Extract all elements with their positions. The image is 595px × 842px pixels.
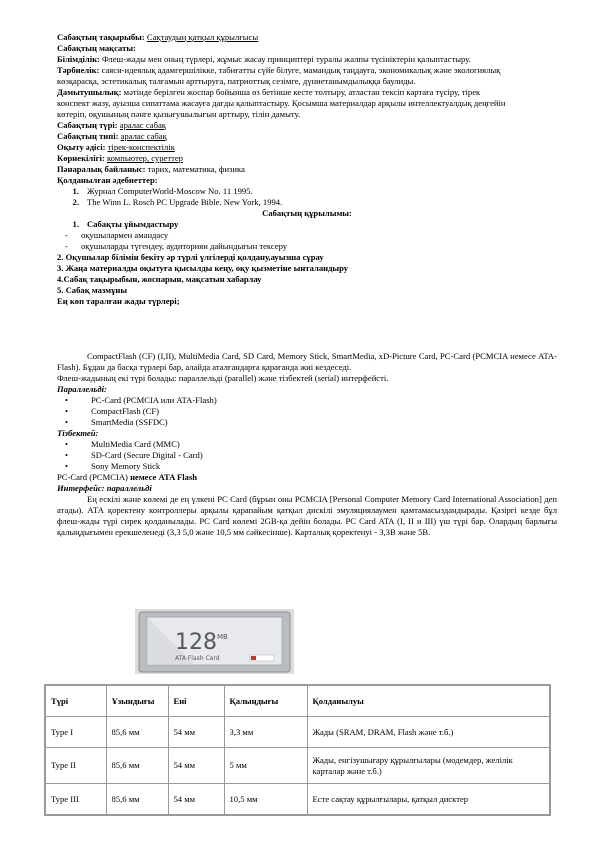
structure-step-4: 4.Сабақ тақырыбын, жоспарын, мақсатын хабарлау (57, 274, 262, 284)
inter-label: Пәнаралық байланыс: (57, 164, 146, 174)
table-header-cell: Ені (168, 685, 224, 717)
visual-value: компьютер, суреттер (106, 153, 183, 163)
table-cell: 10,5 мм (224, 784, 307, 816)
edu-aim-line (57, 54, 557, 65)
topic-label: Сабақтың тақырыбы: (57, 32, 145, 42)
dev-aim-label: Дамытушылық: (57, 87, 122, 97)
table-cell: 3,3 мм (224, 717, 307, 748)
table-header-cell: Ұзындығы (106, 685, 168, 717)
dev-aim-text-3: көтеріп, оқушының пәнге қызығушылығын арттыру, тілін дамыту. (57, 109, 301, 119)
literature-item: 1. Журнал ComputerWorld-Moscow No. 11 1995. (72, 186, 253, 196)
table-row (45, 784, 550, 816)
table-header-cell: Қалыңдығы (224, 685, 307, 717)
type-value: аралас сабақ (119, 120, 166, 130)
interface-label: Интерфейс: параллельді (57, 483, 152, 493)
table-cell: Type II (45, 748, 106, 784)
kind-value: аралас сабақ (120, 131, 167, 141)
upbr-aim-text-1: саяси-идеялық адамгершілікке, табиғатты сүйе білуге, мамандық таңдауға, экономикалық және экологиялық (101, 65, 501, 75)
table-cell: 85,6 мм (106, 748, 168, 784)
table-cell: 54 мм (168, 748, 224, 784)
topic-value: Сақтаудың қатқыл құрылғысы (146, 32, 259, 42)
pccard-paragraph: Ең ескілі және көлемі де ең үлкені PC Card (бұрын оны PCMCIA [Personal Computer Memory Card International Association] деп атады). АТА қоректену контроллеры арқылы қарапайым қатқыл дискілі эмуляциялаумен қамтамасыздандырады. Қазіргі кезде бұл флеш-жады түрі сирек қолданылады. PC Card көлемі 2GB-қа дейін болады. PC Card ATA (I, II и III) үш түрі бар. Олардың барлығы қалыңдығымен ерекшеленеді (3,3 5,0 және 10,5 мм сәйкесінше). Карталық қоректенуі - 3,3В және 5В. (57, 494, 557, 537)
serial-label: Тізбектей: (57, 428, 99, 438)
content-section (57, 351, 557, 538)
card-label: ATA Flash Card (175, 655, 220, 662)
structure-step-3: 3. Жаңа материалды оқытуға қысылды кеңу, оқу қызметіне ынталандыру (57, 263, 349, 273)
flash-card-image (135, 609, 294, 674)
table-cell: 5 мм (224, 748, 307, 784)
table-header-row (45, 685, 550, 717)
dev-aim-text-2: конспект жазу, ауызша сипаттама жасауға дағды қалыптастыру. Қосымша материалдар арқылы интеллектуалдық деңгейін (57, 98, 506, 108)
serial-item: • Sony Memory Stick (65, 461, 161, 471)
table-cell: 54 мм (168, 784, 224, 816)
table-header-cell: Түрі (45, 685, 106, 717)
table-cell: Жады, енгізушығару құрылғылары (модемдер, желілік карталар және т.б.) (307, 748, 550, 784)
kind-label: Сабақтың типі: (57, 131, 119, 141)
structure-sub-item: - оқушыларды түгендеу, аудиторияи дайындығын тексеру (65, 241, 288, 251)
inter-value: тарих, математика, физика (147, 164, 245, 174)
upbr-aim-text-2: көзқарасқа, эстетикалық талғамын арттыруға, патриоттық сезімге, дүниетанымдылыққа баулиды. (57, 76, 416, 86)
table-cell: 85,6 мм (106, 784, 168, 816)
type-line (57, 120, 557, 131)
interface-types-paragraph: Флеш-жадының екі түрі болады: параллельді (parallel) және тізбектей (serial) интерфейсті. (57, 373, 389, 383)
visual-label: Көрнекілігі: (57, 153, 105, 163)
table-row (45, 748, 550, 784)
upbr-aim-line-1 (57, 65, 557, 76)
card-unit: MB (217, 633, 228, 641)
memory-types-heading: Ең көп таралған жады түрлері; (57, 296, 180, 306)
table-cell: Type I (45, 717, 106, 748)
parallel-label: Параллельді: (57, 384, 107, 394)
parallel-item: • SmartMedia (SSFDC) (65, 417, 168, 427)
table-cell: 54 мм (168, 717, 224, 748)
inter-line (57, 164, 557, 175)
aims-label: Сабақтың мақсаты: (57, 43, 136, 53)
table-header-cell: Қолданылуы (307, 685, 550, 717)
structure-step-2: 2. Оқушылар білімін бекіту әр түрлі үлгілерді қолдану,ауызша сұрау (57, 252, 324, 262)
dev-aim-text-1: мәтінде берілген жоспар бойынша өз бетінше кесте толтыру, атластан тексіп картаға түсіру, тірек (123, 87, 481, 97)
edu-aim-text: Флеш-жады мен оның түрлері, жұмыс жасау принциптері туралы жалпы түсініктерін қалыптастыру. (102, 54, 471, 64)
parallel-item: • PC-Card (PCMCIA или ATA-Flash) (65, 395, 217, 405)
pccard-spec-table (44, 684, 551, 816)
structure-title: Сабақтың құрылымы: (262, 208, 352, 218)
lesson-header (57, 32, 557, 307)
structure-sub-item: - оқушылармен амандасу (65, 230, 169, 240)
brand-mark-icon (251, 656, 256, 660)
structure-step-5: 5. Сабақ мазмұны (57, 285, 128, 295)
ata-flash-card-photo (135, 609, 294, 674)
edu-aim-label: Білімділік: (57, 54, 100, 64)
upbr-aim-label: Тәрбиелік: (57, 65, 100, 75)
table-cell: Есте сақтау құрылғылары, қатқыл дисктер (307, 784, 550, 816)
memory-types-paragraph: CompactFlash (CF) (I,II), MultiMedia Card, SD Card, Memory Stick, SmartMedia, xD-Picture Card, PC-Card (PCMCIA немесе ATA-Flash). Бұдан да басқа түрлері бар, алайда аталғандарға қарағанда жиі кездеседі. (57, 351, 557, 372)
kind-line (57, 131, 557, 142)
structure-step-1: 1. Сабақты ұйымдастыру (72, 219, 179, 229)
literature-label: Қолданылған әдебиеттер: (57, 175, 158, 185)
dev-aim-line-1 (57, 87, 557, 98)
literature-item: 2. The Winn L. Rosch PC Upgrade Bible. New York, 1994. (72, 197, 283, 207)
table-cell: 85,6 мм (106, 717, 168, 748)
type-label: Сабақтың түрі: (57, 120, 118, 130)
method-line (57, 142, 557, 153)
table-row (45, 717, 550, 748)
parallel-item: • CompactFlash (CF) (65, 406, 160, 416)
pccard-title: PC-Card (PCMCIA) немесе ATA Flash (57, 472, 198, 482)
method-label: Оқыту әдісі: (57, 142, 106, 152)
method-value: тірек-конспектілік (107, 142, 175, 152)
table-cell: Type III (45, 784, 106, 816)
serial-item: • MultiMedia Card (MMC) (65, 439, 180, 449)
table-cell: Жады (SRAM, DRAM, Flash және т.б.) (307, 717, 550, 748)
topic-line (57, 32, 557, 43)
card-capacity: 128 (175, 630, 217, 655)
visual-line (57, 153, 557, 164)
serial-item: • SD-Card (Secure Digital - Card) (65, 450, 203, 460)
